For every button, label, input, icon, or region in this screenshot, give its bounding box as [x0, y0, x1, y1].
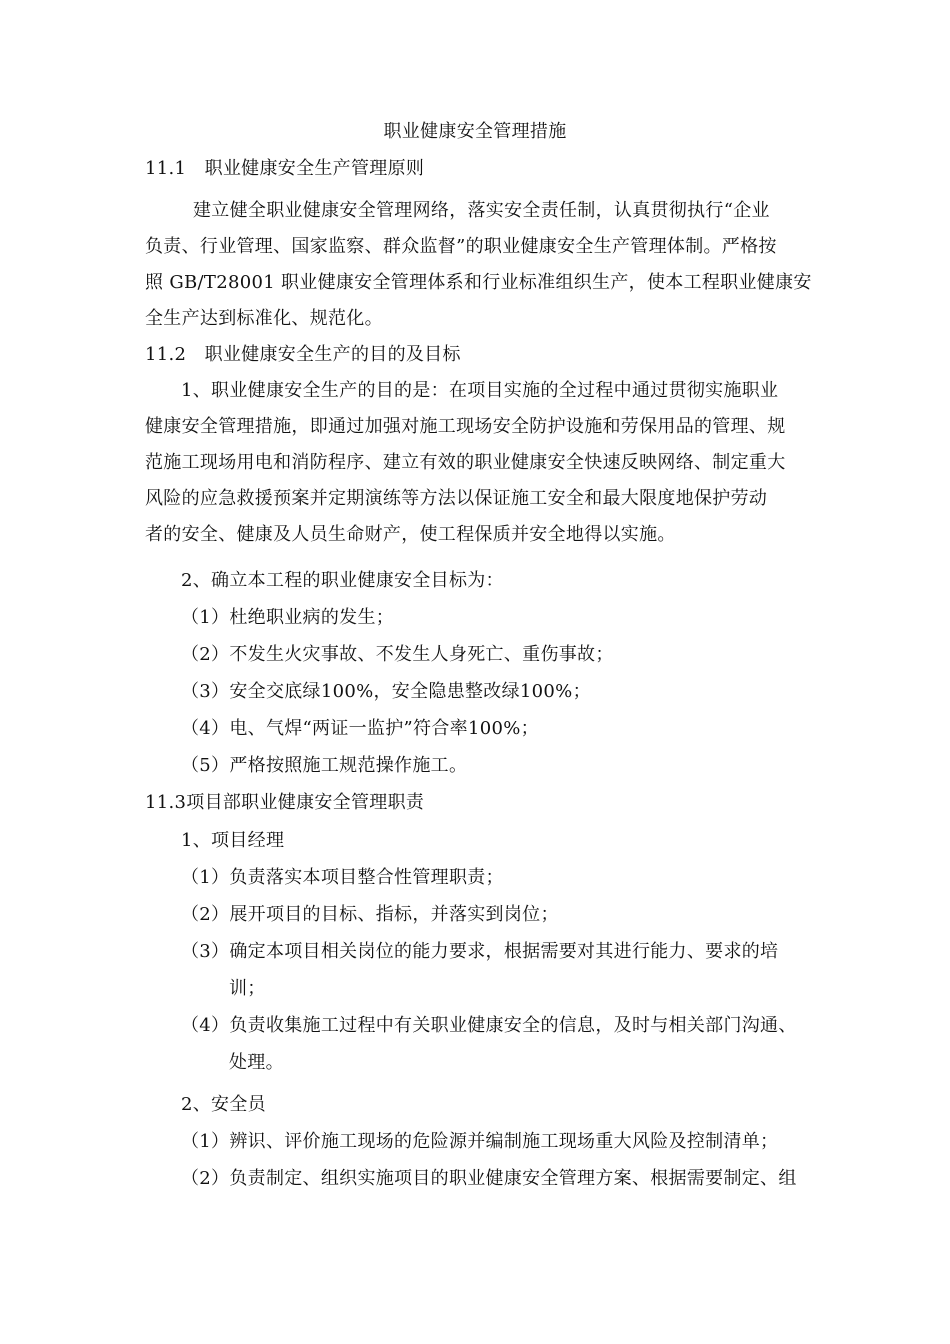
- goal-item: （3）安全交底绿100%，安全隐患整改绿100%；: [181, 681, 591, 702]
- paragraph-line: 全生产达到标准化、规范化。: [145, 308, 383, 329]
- section-heading-11-1: 11.1 职业健康安全生产管理原则: [145, 158, 425, 179]
- goal-item: （5）严格按照施工规范操作施工。: [181, 755, 468, 776]
- paragraph-line: 者的安全、健康及人员生命财产，使工程保质并安全地得以实施。: [145, 524, 676, 545]
- list-item-continuation: 处理。: [229, 1052, 284, 1073]
- subsection-heading-project-manager: 1、项目经理: [181, 830, 285, 851]
- goal-item: （1）杜绝职业病的发生；: [181, 607, 395, 628]
- list-item: （2）负责制定、组织实施项目的职业健康安全管理方案、根据需要制定、组: [181, 1168, 797, 1189]
- page-title: 职业健康安全管理措施: [383, 121, 567, 142]
- list-item: （1）负责落实本项目整合性管理职责；: [181, 867, 504, 888]
- paragraph-line: 1、职业健康安全生产的目的是：在项目实施的全过程中通过贯彻实施职业: [181, 380, 779, 401]
- paragraph-line: 照 GB/T28001 职业健康安全管理体系和行业标准组织生产，使本工程职业健康安: [145, 272, 812, 293]
- list-item: （3）确定本项目相关岗位的能力要求，根据需要对其进行能力、要求的培: [181, 941, 779, 962]
- section-heading-11-2: 11.2 职业健康安全生产的目的及目标: [145, 344, 461, 365]
- subsection-heading-safety-officer: 2、安全员: [181, 1094, 266, 1115]
- goals-intro: 2、确立本工程的职业健康安全目标为：: [181, 570, 504, 591]
- paragraph-line: 健康安全管理措施，即通过加强对施工现场安全防护设施和劳保用品的管理、规: [145, 416, 786, 437]
- goal-item: （4）电、气焊“两证一监护”符合率100%；: [181, 718, 539, 739]
- paragraph-line: 建立健全职业健康安全管理网络，落实安全责任制，认真贯彻执行“企业: [193, 200, 770, 221]
- list-item: （2）展开项目的目标、指标，并落实到岗位；: [181, 904, 559, 925]
- goal-item: （2）不发生火灾事故、不发生人身死亡、重伤事故；: [181, 644, 614, 665]
- paragraph-line: 风险的应急救援预案并定期演练等方法以保证施工安全和最大限度地保护劳动: [145, 488, 768, 509]
- section-heading-11-3: 11.3项目部职业健康安全管理职责: [145, 792, 425, 813]
- list-item: （4）负责收集施工过程中有关职业健康安全的信息，及时与相关部门沟通、: [181, 1015, 797, 1036]
- paragraph-line: 负责、行业管理、国家监察、群众监督”的职业健康安全生产管理体制。严格按: [145, 236, 777, 257]
- paragraph-line: 范施工现场用电和消防程序、建立有效的职业健康安全快速反映网络、制定重大: [145, 452, 786, 473]
- list-item-continuation: 训；: [229, 978, 266, 999]
- list-item: （1）辨识、评价施工现场的危险源并编制施工现场重大风险及控制清单；: [181, 1131, 779, 1152]
